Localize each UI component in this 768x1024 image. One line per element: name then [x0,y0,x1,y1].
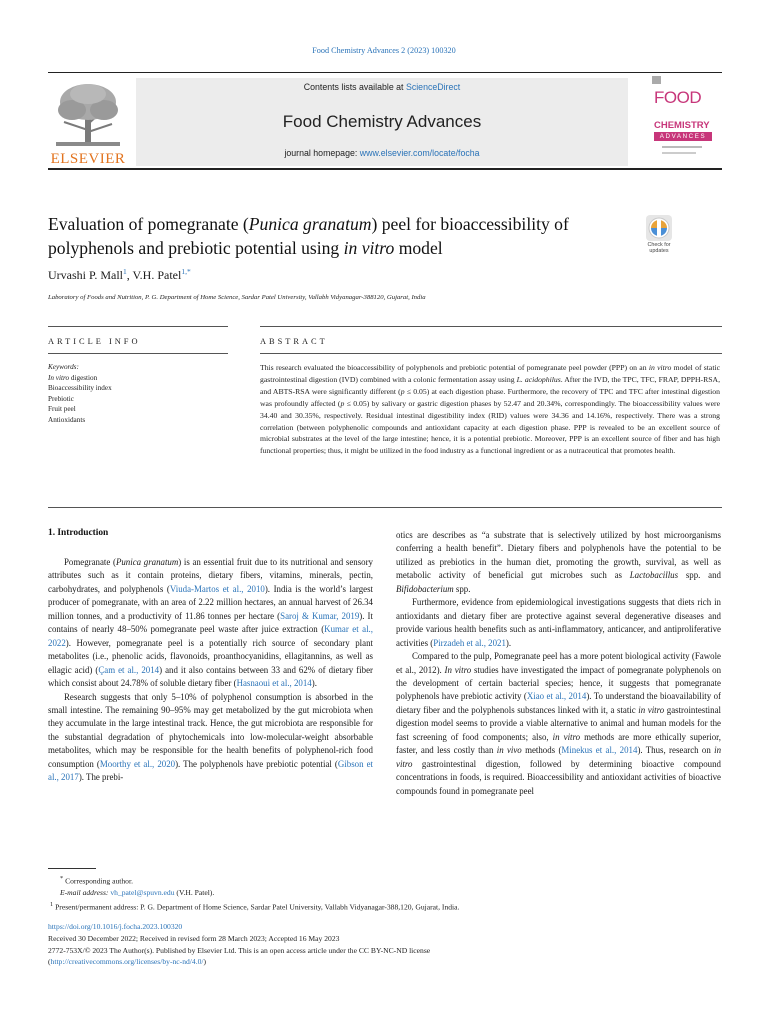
italic-text: in vitro [648,363,672,372]
contents-line [136,82,628,92]
article-info-rule [48,326,228,327]
article-info-heading: ARTICLE INFO [48,337,141,346]
cover-rule [662,152,696,154]
journal-cover-thumbnail[interactable] [648,74,718,166]
keyword: Fruit peel [48,405,76,413]
crossmark-label-line: updates [649,248,669,254]
footnote-rule [48,868,96,869]
author-affiliation: Laboratory of Foods and Nutrition, P. G. Department of Home Science, Sardar Patel University, Vallabh Vidyanagar-388120, Gujarat, India [48,294,426,301]
journal-masthead [48,72,722,170]
italic-text: Punica granatum [115,557,179,567]
crossmark-label-line: Check for [647,242,671,248]
footnote-email: E-mail address: vh_patel@spuvn.edu (V.H. Patel). [60,888,215,898]
crossmark-icon [638,214,680,242]
doi-link[interactable] [48,921,728,933]
author-name: V.H. Patel [132,268,182,282]
citation-link[interactable]: vh_patel@spuvn.edu [110,888,175,898]
cover-title-chemistry: CHEMISTRY [654,120,710,131]
keyword: Antioxidants [48,415,86,424]
italic-text: E-mail address: [60,888,109,898]
author-affiliation-marker[interactable]: 1,* [181,267,191,276]
article-title: Evaluation of pomegranate (Punica granatum) peel for bioaccessibility of polyphenols and prebiotic potential using in vitro model [48,214,569,258]
abstract-rule [260,353,722,354]
citation-link[interactable]: http://creativecommons.org/licenses/by-nc-nd/4.0/ [50,957,204,967]
abstract-bottom-rule [48,507,722,508]
publication-info [48,921,728,968]
journal-homepage-link[interactable]: www.elsevier.com/locate/focha [359,148,480,158]
author-separator: , [126,268,133,282]
italic-text: in vitro [552,731,581,742]
keywords-label: Keywords: [48,363,79,371]
body-paragraph: otics are describes as “a substrate that is selectively utilized by host microorganisms conferring a health benefit”. Dietary fibers and polyphenols have the potential to be utilized as prebiotics in the human diet, promoting the growth, survival, as well as metabolic activity of beneficial gut microbes such as Lactobacillus spp. and Bifidobacterium spp. [396,530,721,594]
citation-link[interactable]: Kumar et al., 2022 [48,624,373,648]
elsevier-tree-icon [48,80,128,150]
sciencedirect-link[interactable]: ScienceDirect [405,82,461,92]
italic-text: In vitro [48,373,70,382]
citation-link[interactable]: Moorthy et al., 2020 [99,758,176,769]
author-list [48,267,191,283]
footnote-marker: * [60,875,64,882]
italic-text: p [400,386,405,396]
keyword: Prebiotic [48,394,74,403]
crossmark-label [638,242,680,254]
journal-title: Food Chemistry Advances [282,112,482,131]
footnotes [48,873,728,913]
elsevier-wordmark: ELSEVIER [50,151,126,167]
citation-link[interactable]: Xiao et al., 2014 [526,691,587,702]
footnote-marker: 1 [50,901,54,909]
citation-link[interactable]: Gibson et al., 2017 [48,758,373,783]
homepage-prefix: journal homepage: [284,148,360,158]
keyword: In vitro digestion [48,373,98,382]
italic-text: Punica granatum [248,214,372,234]
elsevier-logo[interactable] [48,80,128,168]
author-name: Urvashi P. Mall [48,268,123,282]
cover-title-food: FOOD [654,88,702,107]
abstract-rule [260,326,722,327]
keyword: Bioaccessibility index [48,384,112,392]
keywords-block [48,362,228,425]
check-for-updates-badge[interactable] [638,214,680,260]
footnote-present-address: $^1$ Present/permanent address: P. G. Department of Home Science, Sardar Patel University, Vallabh Vidyanagar-388,120, Gujarat, India. [50,901,460,912]
masthead-top-rule [48,72,722,73]
journal-banner [136,78,628,166]
italic-text: Bifidobacterium [396,583,454,594]
footnote-corresponding-author: * Corresponding author. [60,875,133,886]
citation-link[interactable]: https://doi.org/10.1016/j.focha.2023.100320 [48,922,183,931]
italic-text: In vitro [444,664,472,675]
italic-text: Lactobacillus [629,570,679,581]
italic-text: in vitro [638,704,665,715]
received-dates: Received 30 December 2022; Received in revised form 28 March 2023; Accepted 16 May 2023 [48,933,340,943]
citation-link[interactable]: Minekus et al., 2014 [561,745,638,756]
citation-link[interactable]: Saroj & Kumar, 2019 [280,610,360,621]
masthead-bottom-rule [48,168,722,170]
body-column-left [48,556,373,785]
italic-text: L. acidophilus [516,374,561,384]
citation-link[interactable]: Hasnaoui et al., 2014 [236,678,312,689]
citation-link[interactable]: Pirzadeh et al., 2021 [433,637,506,648]
section-heading-introduction: 1. Introduction [48,528,109,538]
citation-link[interactable]: Viuda-Martos et al., 2010 [169,583,265,594]
italic-text: in vivo [496,745,522,756]
italic-text: p [340,398,345,408]
abstract-text: This research evaluated the bioaccessibility of polyphenols and prebiotic potential of pomegranate peel powder (PPP) on an in vitro model of static gastrointestinal digestion (IVD) combined with a colonic fermentation assay using L. acidophilus. After the IVD, the TPC, TFC, FRAP, DPPH-RSA, and ABTS-RSA were significantly different (p ≤ 0.05) at each digestion phase. Furthermore, the recovery of TPC and TFC after intestinal digestion was profoundly affected (p ≤ 0.05) by salivary or gastric digestion phases by 52.47 and 20.34%, correspondingly. The bioaccessibility values were 34.40 and 30.35%, respectively. Residual intestinal digestibility index (RID) values were 34.36 and 14.16%, respectively. There was a strong correlation (between polyphenolic compounds and antioxidant capacity at each digestion phase. PPP is revealed to be an excellent source of microbial substrates at the level of the large intestine; hence, it is a potential prebiotic. Moreover, PPP is an excellent source of fiber and has high functional properties; thus, it might be utilized in the food industry as a functional ingredient or as a nutraceutical that promotes health. [260,363,721,456]
citation-link[interactable]: Çam et al., 2014 [98,664,160,675]
journal-reference[interactable]: Food Chemistry Advances 2 (2023) 100320 [312,46,456,55]
body-column-right [396,529,721,798]
italic-text: in vitro [396,745,722,769]
body-paragraph: Compared to the pulp, Pomegranate peel has a more potent biological activity (Fawole et al., 2012). In vitro studies have investigated the impact of pomegranate polyphenols on the development of certain bacterial species; hence, it suggests that pomegranate polyphenols have prebiotic activity (Xiao et al., 2014). To understand the bioavailability of dietary fiber and the polyphenols substances linked with it, a static in vitro gastrointestinal digestion model seems to provide a viable alternative to animal and human models for the fast screening of food components; also, in vitro methods are more ethically superior, faster, and less costly than in vivo methods (Minekus et al., 2014). Thus, research on in vitro gastrointestinal digestion, followed by determining bioactive compound concentrations in foods, is required. Bioaccessibility and antioxidant activities of bioactive compounds found in pomegranate peel [396,651,722,796]
article-info-rule [48,353,228,354]
abstract-heading: ABSTRACT [260,337,328,346]
body-paragraph: Research suggests that only 5–10% of polyphenol consumption is absorbed in the small intestine. The remaining 90–95% may get metabolized by the gut microbiota when they accumulate in the large intestinal track. Hence, the gut microbiota are responsible for the substantial degradation of phytochemicals into low-molecular-weight absorbable metabolites, which may be responsible for the health benefits of polyphenol-rich food consumption (Moorthy et al., 2020). The polyphenols have prebiotic potential (Gibson et al., 2017). The prebi- [48,691,373,783]
homepage-line [136,148,628,158]
author-affiliation-marker[interactable]: 1 [123,267,127,276]
body-paragraph: Furthermore, evidence from epidemiological investigations suggests that diets rich in antioxidants and dietary fiber are protective against several degenerative diseases and provide various health benefits such as anti-inflammatory, anticancer, and antiproliferative activities (Pirzadeh et al., 2021). [396,597,721,648]
body-paragraph: Pomegranate (Punica granatum) is an essential fruit due to its nutritional and sensory attributes such as it contain proteins, dietary fibers, vitamins, minerals, pectin, carbohydrates, and polyphenols (Viuda-Martos et al., 2010). India is the world’s largest producer of pomegranate, with an area of 2.22 million hectares, an annual harvest of 26.34 million tonnes, and a productivity of 11.86 tonnes per hectare (Saroj & Kumar, 2019). It contains of nearly 48–50% pomegranate peel waste after juice extraction (Kumar et al., 2022). However, pomegranate peel is a potentially rich source of secondary plant metabolites (i.e., phenolic acids, flavonoids, proanthocyanidins, ellagitannins, as well as ellagic acid) (Çam et al., 2014) and it also contains between 33 and 62% of dietary fiber which consist about 24.78% of soluble dietary fiber (Hasnaoui et al., 2014). [48,557,373,689]
contents-prefix: Contents lists available at [303,82,406,92]
cover-rule [662,146,702,148]
cover-logo-mark [652,76,661,84]
cover-title-advances: ADVANCES [654,132,712,141]
italic-text: in vitro [343,238,395,258]
copyright-line: 2772-753X/© 2023 The Author(s). Published by Elsevier Ltd. This is an open access article under the CC BY-NC-ND license [48,945,431,955]
license-link[interactable]: (http://creativecommons.org/licenses/by-nc-nd/4.0/) [48,957,207,967]
